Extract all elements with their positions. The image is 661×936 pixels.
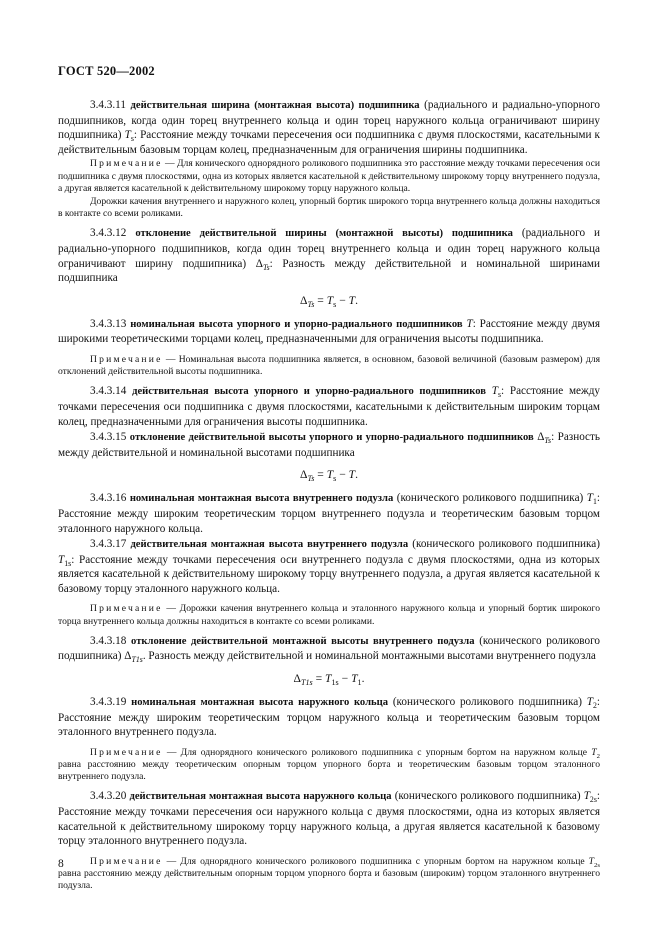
term-title: номинальная монтажная высота наружного кольца — [131, 697, 389, 709]
note-continuation: Дорожки качения внутреннего и наружного колец, упорный бортик широкого торца внутреннего кольца должны находиться в контакте со всеми роликами. — [58, 195, 600, 220]
note-label: Примечание — [90, 855, 163, 867]
term-title: действительная монтажная высота внутреннего подузла — [130, 539, 409, 551]
note-3-4-3-17: Примечание — Дорожки качения внутреннего кольца и эталонного наружного кольца и упорный бортик широкого торца внутреннего кольца должны находиться в контакте со всеми роликами. — [58, 603, 600, 627]
term-title: действительная ширина (монтажная высота) подшипника — [130, 100, 420, 111]
formula-1: $\Delta_{Ts} = T_s - T$. — [299, 293, 359, 309]
note-3-4-3-19: Примечание — Для однорядного конического роликового подшипника с упорным бортом на наружном кольце $T_2$ равна расстоянию между теоретическим опорным торцом упорного борта и теоретическим базовым торцом эталонного внутреннего подузла. — [58, 746, 600, 783]
clause-3-4-3-18: 3.4.3.18 отклонение действительной монтажной высоты внутреннего подузла (конического роликового подшипника) $\Delta_{T1s}$. Разность между действительной и номинальной монтажными высотами внутреннего подузла — [58, 634, 601, 665]
note-label: Примечание — [90, 603, 163, 615]
document-body — [58, 98, 600, 898]
clause-3-4-3-14: 3.4.3.14 действительная высота упорного и упорно-радиального подшипников $T_s$: Расстояние между точками пересечения оси подшипника с двумя плоскостями, касательными к действительным широким торцам колец, предназначенными для ограничения высоты подшипника. — [58, 385, 601, 428]
note-label: Примечание — [90, 746, 163, 758]
symbol: T — [124, 129, 131, 142]
clause-3-4-3-13: 3.4.3.13 номинальная высота упорного и упорно-радиального подшипников T: Расстояние между двумя широкими теоретическими торцами колец, предназначенными для ограничения высоты подшипника. — [58, 317, 601, 346]
term-title: действительная монтажная высота наружного кольца — [129, 791, 392, 803]
clause-3-4-3-11: 3.4.3.11 действительная ширина (монтажная высота) подшипника (радиального и радиально-упорного подшипников, когда один торец внутреннего кольца и один торец наружного кольца ограничивают ширину подшипника) $T_s$: Расстояние между точками пересечения оси подшипника с двумя плоскостями, касательными к действительным базовым торцам колец, предназначенным для ограничения ширины подшипника. — [58, 99, 601, 156]
clause-3-4-3-19: 3.4.3.19 номинальная монтажная высота наружного кольца (конического роликового подшипника) $T_2$: Расстояние между широким теоретическим торцом наружного кольца и теоретическим базовым торцом эталонного внутреннего подузла. — [58, 696, 601, 739]
standard-designation: ГОСТ 520—2002 — [58, 64, 155, 78]
note-3-4-3-20: Примечание — Для однорядного конического роликового подшипника с упорным бортом на наружном кольце $T_{2s}$ равна расстоянию между действительным опорным торцом упорного борта и базовым (широким) торцом эталонного внутреннего подузла. — [58, 855, 600, 892]
clause-3-4-3-16: 3.4.3.16 номинальная монтажная высота внутреннего подузла (конического роликового подшипника) $T_1$: Расстояние между широким теоретическим торцом внутреннего подузла и теоретическим базовым торцом эталонного наружного кольца. — [58, 492, 600, 535]
term-title: номинальная высота упорного и упорно-радиального подшипников — [130, 318, 463, 330]
formula-3: $\Delta_{T1s} = T_{1s} - T_1$. — [293, 672, 365, 688]
note-label: Примечание — [90, 353, 163, 365]
term-title: номинальная монтажная высота внутреннего подузла — [129, 493, 394, 505]
term-title: действительная высота упорного и упорно-радиального подшипников — [132, 386, 486, 398]
term-title: отклонение действительной ширины (монтажной высоты) подшипника — [135, 228, 513, 240]
page-number: 8 — [58, 858, 64, 870]
note-3-4-3-13: Примечание — Номинальная высота подшипника является, в основном, базовой величиной (базовым размером) для отклонений действительной высоты подшипника. — [58, 353, 600, 378]
term-title: отклонение действительной высоты упорного и упорно-радиального подшипников — [129, 432, 534, 444]
clause-3-4-3-20: 3.4.3.20 действительная монтажная высота наружного кольца (конического роликового подшипника) $T_{2s}$: Расстояние между точками пересечения оси наружного кольца с двумя плоскостями, одна из которых является касательной к действительному широкому торцу наружного кольца, а другая является касательной к базовому торцу эталонного внутреннего подузла. — [58, 790, 600, 848]
formula-2: $\Delta_{Ts} = T_s - T$. — [299, 468, 359, 484]
note-3-4-3-11: Примечание — Для конического однорядного роликового подшипника это расстояние между точками пересечения оси подшипника с двумя плоскостями, одна из которых является касательной к действительному широкому торцу внутреннего подузла, а другая является касательной к действительному широкому торцу наружного кольца. — [58, 158, 600, 194]
clause-3-4-3-15: 3.4.3.15 отклонение действительной высоты упорного и упорно-радиального подшипников $\Delta_{Ts}$: Разность между действительной и номинальной высотами подшипника — [58, 431, 601, 459]
note-label: Примечание — [90, 158, 163, 170]
clause-3-4-3-17: 3.4.3.17 действительная монтажная высота внутреннего подузла (конического роликового подшипника) $T_{1s}$: Расстояние между точками пересечения оси внутреннего подузла с двумя плоскостями, одна из которых является касательной к действительному широкому торцу внутреннего подузла, а другая является касательной к базовому торцу эталонного наружного кольца. — [58, 538, 601, 595]
term-title: отклонение действительной монтажной высоты внутреннего подузла — [131, 635, 475, 647]
clause-3-4-3-12: 3.4.3.12 отклонение действительной ширины (монтажной высоты) подшипника (радиального и радиально-упорного подшипников, когда один торец внутреннего кольца и один торец наружного кольца ограничивают ширину подшипника) $\Delta_{Ts}$: Разность между действительной и номинальной ширинами подшипника — [58, 227, 601, 285]
